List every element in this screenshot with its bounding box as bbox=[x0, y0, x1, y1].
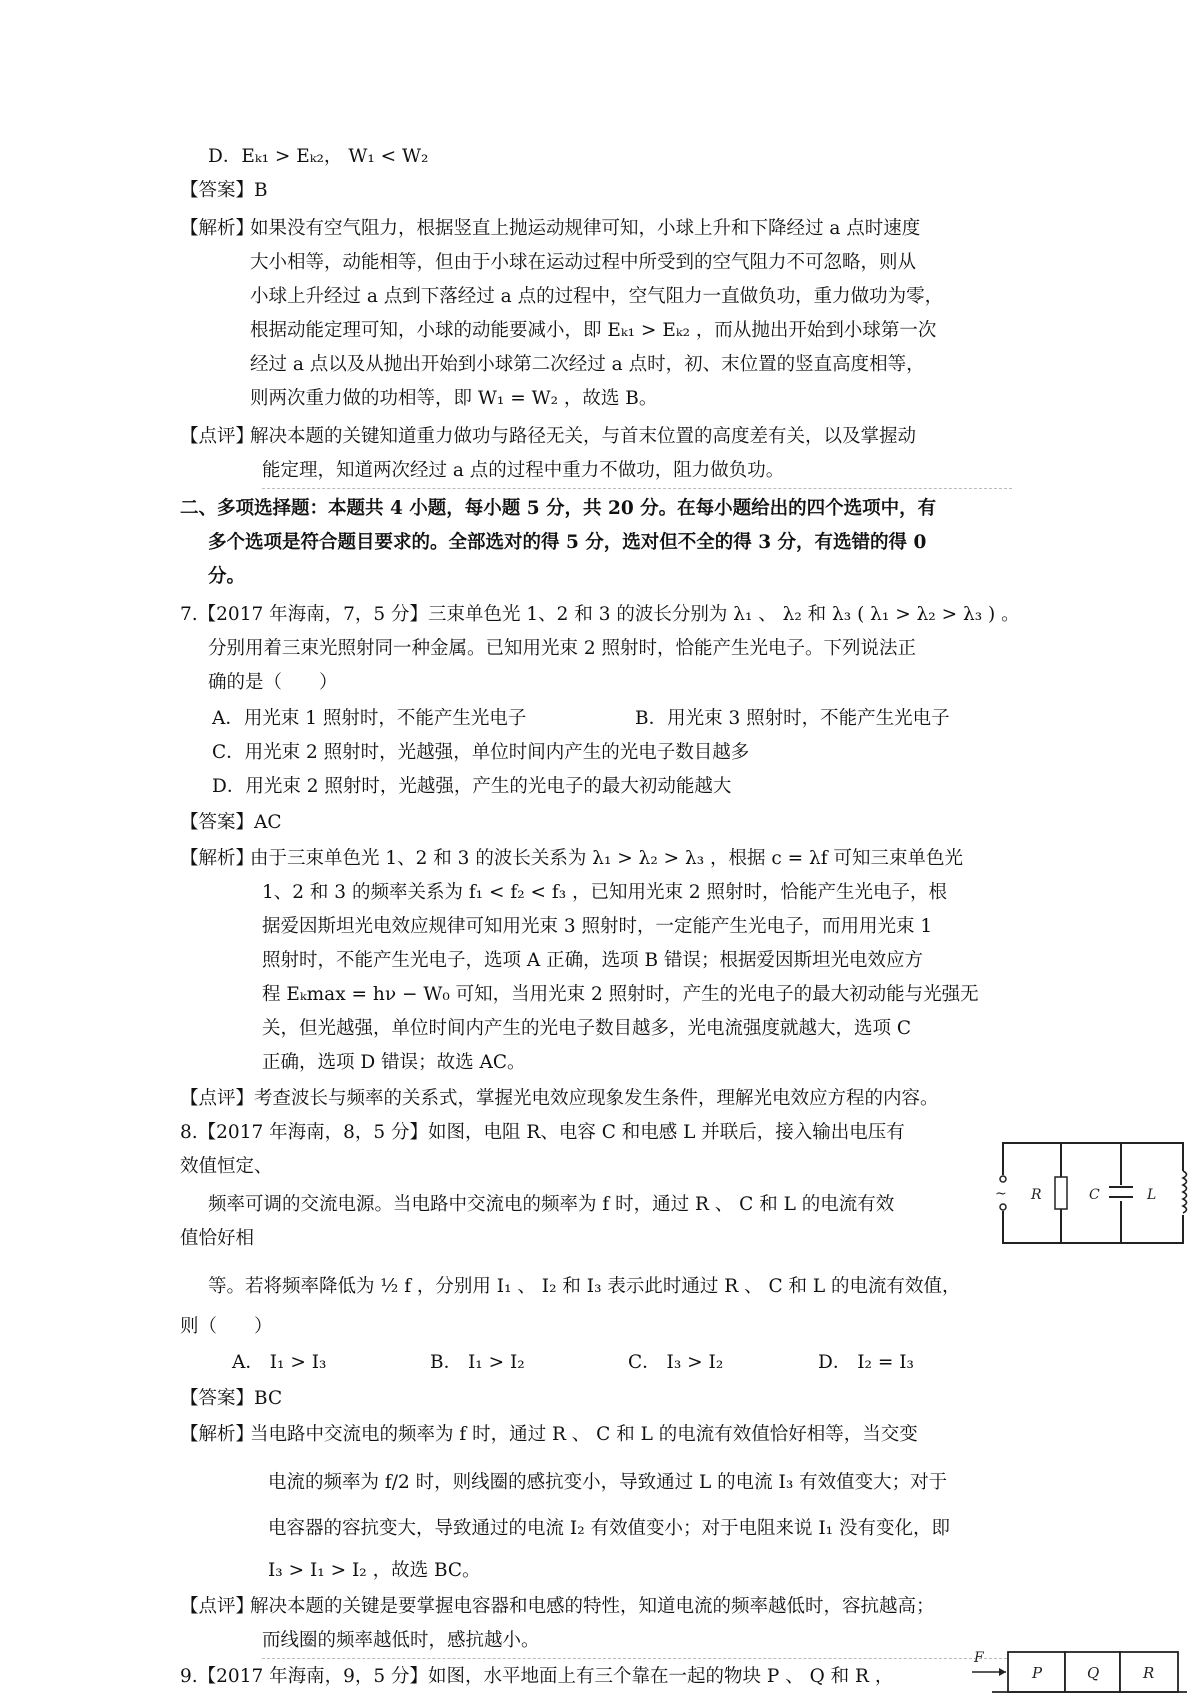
q7-analysis-line: 照射时，不能产生光电子，选项 A 正确，选项 B 错误；根据爱因斯坦光电效应方 bbox=[262, 950, 923, 971]
q6-analysis-line: 大小相等，动能相等，但由于小球在运动过程中所受到的空气阻力不可忽略，则从 bbox=[250, 252, 917, 273]
capacitor-label: C bbox=[1089, 1187, 1100, 1203]
q8-comment-tag: 【点评】 bbox=[180, 1596, 255, 1617]
q7-stem-line: 7.【2017 年海南，7，5 分】三束单色光 1、2 和 3 的波长分别为 λ₁ 、 λ₂ 和 λ₃ ( λ₁ > λ₂ > λ₃ ) 。 bbox=[180, 604, 1020, 625]
force-label: F bbox=[974, 1650, 984, 1666]
blocks-on-floor-diagram bbox=[972, 1638, 1187, 1698]
q8-option-a: A． I₁ > I₃ bbox=[232, 1352, 327, 1373]
q7-option-d: D．用光束 2 照射时，光越强，产生的光电子的最大初动能越大 bbox=[212, 776, 732, 797]
answer-value: AC bbox=[254, 812, 282, 833]
q8-analysis-line: 电流的频率为 f/2 时，则线圈的感抗变小，导致通过 L 的电流 I₃ 有效值变大；对于 bbox=[268, 1472, 948, 1493]
q7-analysis-tag: 【解析】 bbox=[180, 848, 255, 869]
q8-stem-line: 值恰好相 bbox=[180, 1228, 255, 1249]
q6-comment-line: 解决本题的关键知道重力做功与路径无关，与首末位置的高度差有关，以及掌握动 bbox=[250, 426, 917, 447]
q8-analysis-line: 电容器的容抗变大，导致通过的电流 I₂ 有效值变小；对于电阻来说 I₁ 没有变化，即 bbox=[268, 1518, 950, 1539]
q6-analysis-line: 小球上升经过 a 点到下落经过 a 点的过程中，空气阻力一直做负功，重力做功为零， bbox=[250, 286, 944, 307]
comment-text: 考查波长与频率的关系式，掌握光电效应现象发生条件，理解光电效应方程的内容。 bbox=[254, 1088, 939, 1109]
block-p-label: P bbox=[1032, 1664, 1043, 1682]
q6-option-d: D．Eₖ₁ > Eₖ₂， W₁ < W₂ bbox=[208, 146, 429, 167]
q6-answer bbox=[180, 174, 268, 208]
q7-stem-line: 分别用着三束光照射同一种金属。已知用光束 2 照射时，恰能产生光电子。下列说法正 bbox=[208, 638, 917, 659]
q7-analysis-line: 1、2 和 3 的频率关系为 f₁ < f₂ < f₃ ，已知用光束 2 照射时，恰能产生光电子，根 bbox=[262, 882, 948, 903]
q8-analysis-line: 当电路中交流电的频率为 f 时，通过 R 、 C 和 L 的电流有效值恰好相等，当交变 bbox=[250, 1424, 918, 1445]
section-heading: 多个选项是符合题目要求的。全部选对的得 5 分，选对但不全的得 3 分，有选错的得 0 bbox=[208, 532, 927, 553]
block-q-label: Q bbox=[1087, 1664, 1100, 1682]
q9-stem-line: 9.【2017 年海南，9，5 分】如图，水平地面上有三个靠在一起的物块 P 、 Q 和 R ， bbox=[180, 1666, 894, 1687]
q7-option-c: C．用光束 2 照射时，光越强，单位时间内产生的光电子数目越多 bbox=[212, 742, 750, 763]
answer-tag: 【答案】 bbox=[180, 812, 255, 833]
block-r-label: R bbox=[1143, 1664, 1155, 1682]
q7-option-a: A．用光束 1 照射时，不能产生光电子 bbox=[212, 708, 527, 729]
q8-comment-line: 而线圈的频率越低时，感抗越小。 bbox=[262, 1624, 1012, 1659]
q8-option-d: D． I₂ = I₃ bbox=[818, 1352, 914, 1373]
q8-analysis-line: I₃ > I₁ > I₂ ，故选 BC。 bbox=[268, 1560, 481, 1581]
q8-analysis-tag: 【解析】 bbox=[180, 1424, 255, 1445]
q6-comment-tag: 【点评】 bbox=[180, 426, 255, 447]
q8-option-b: B． I₁ > I₂ bbox=[430, 1352, 525, 1373]
q7-analysis-line: 程 Eₖmax = hν − W₀ 可知，当用光束 2 照射时，产生的光电子的最大初动能与光强无 bbox=[262, 984, 979, 1005]
answer-value: BC bbox=[254, 1388, 283, 1409]
q6-analysis-line: 根据动能定理可知，小球的动能要减小，即 Eₖ₁ > Eₖ₂ ，而从抛出开始到小球第一次 bbox=[250, 320, 937, 341]
q8-stem-line: 效值恒定、 bbox=[180, 1156, 273, 1177]
q8-option-c: C． I₃ > I₂ bbox=[628, 1352, 724, 1373]
section-heading: 二、多项选择题：本题共 4 小题，每小题 5 分，共 20 分。在每小题给出的四个选项中，有 bbox=[180, 498, 937, 519]
source-label: ~ bbox=[995, 1186, 1007, 1202]
q8-stem-line: 频率可调的交流电源。当电路中交流电的频率为 f 时，通过 R 、 C 和 L 的电流有效 bbox=[208, 1194, 895, 1215]
q7-stem-line: 确的是（ ） bbox=[208, 672, 338, 693]
answer-tag: 【答案】 bbox=[180, 1388, 255, 1409]
q7-comment bbox=[180, 1082, 939, 1116]
q8-comment-line: 解决本题的关键是要掌握电容器和电感的特性，知道电流的频率越低时，容抗越高； bbox=[250, 1596, 935, 1617]
section-heading: 分。 bbox=[208, 566, 246, 587]
resistor-label: R bbox=[1031, 1187, 1042, 1203]
q7-analysis-line: 据爱因斯坦光电效应规律可知用光束 3 照射时，一定能产生光电子，而用用光束 1 bbox=[262, 916, 933, 937]
q7-answer bbox=[180, 806, 282, 840]
comment-tag: 【点评】 bbox=[180, 1088, 255, 1109]
q8-answer bbox=[180, 1382, 282, 1416]
answer-tag: 【答案】 bbox=[180, 180, 255, 201]
rcl-circuit-diagram bbox=[985, 1135, 1190, 1253]
q7-analysis-line: 由于三束单色光 1、2 和 3 的波长关系为 λ₁ > λ₂ > λ₃ ，根据 c = λf 可知三束单色光 bbox=[250, 848, 964, 869]
q7-analysis-line: 正确，选项 D 错误；故选 AC。 bbox=[262, 1052, 526, 1073]
q6-analysis-line: 经过 a 点以及从抛出开始到小球第二次经过 a 点时，初、末位置的竖直高度相等， bbox=[250, 354, 925, 375]
q7-option-b: B．用光束 3 照射时，不能产生光电子 bbox=[635, 708, 950, 729]
q8-stem-line: 则（ ） bbox=[180, 1316, 273, 1337]
q8-stem-line: 8.【2017 年海南，8，5 分】如图，电阻 R、电容 C 和电感 L 并联后，接入输出电压有 bbox=[180, 1122, 905, 1143]
q6-comment-line: 能定理，知道两次经过 a 点的过程中重力不做功，阻力做负功。 bbox=[262, 454, 1012, 489]
inductor-label: L bbox=[1147, 1187, 1157, 1203]
q7-analysis-line: 关，但光越强，单位时间内产生的光电子数目越多，光电流强度就越大，选项 C bbox=[262, 1018, 912, 1039]
answer-value: B bbox=[254, 180, 268, 201]
q6-analysis-line: 则两次重力做的功相等，即 W₁ = W₂ ，故选 B。 bbox=[250, 388, 658, 409]
q6-analysis-tag: 【解析】 bbox=[180, 218, 255, 239]
q8-stem-line: 等。若将频率降低为 ½ f ，分别用 I₁ 、 I₂ 和 I₃ 表示此时通过 R 、 C 和 L 的电流有效值， bbox=[208, 1276, 961, 1297]
q6-analysis-line: 如果没有空气阻力，根据竖直上抛运动规律可知，小球上升和下降经过 a 点时速度 bbox=[250, 218, 921, 239]
